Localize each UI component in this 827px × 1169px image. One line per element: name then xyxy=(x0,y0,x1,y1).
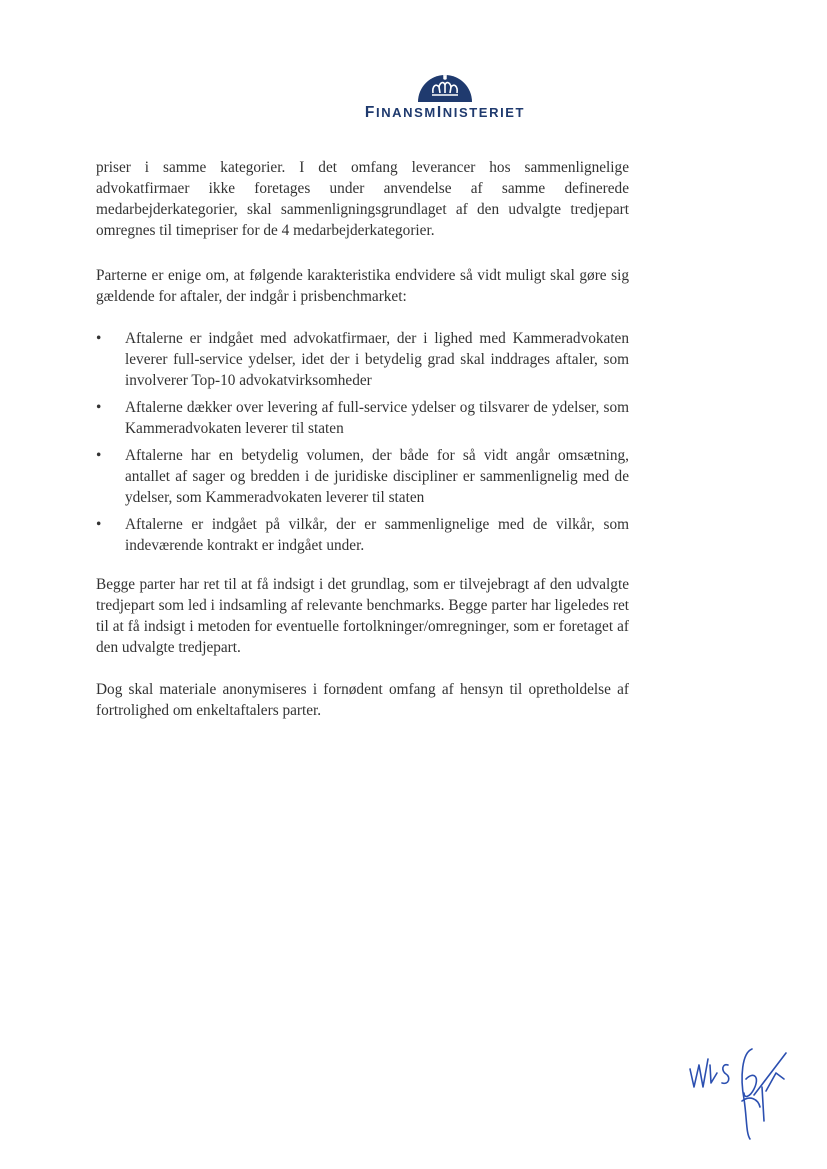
list-item xyxy=(96,397,629,439)
paragraph: Begge parter har ret til at få indsigt i det grundlag, som er tilvejebragt af den udvalgte tredjepart som led i indsamling af relevante benchmarks. Begge parter har ligeledes ret til at få indsigt i metoden for eventuelle fortolkninger/omregninger, som er foretaget af den udvalgte tredjepart. xyxy=(96,576,629,656)
paragraph: priser i samme kategorier. I det omfang leverancer hos sammenlignelige advokatfirmaer ikke foretages under anvendelse af samme definerede medarbejderkategorier, skal sammenligningsgrundlaget af den udvalgte tredjepart omregnes til timepriser for de 4 medarbejderkategorier. xyxy=(96,159,629,239)
list-item-text: Aftalerne har en betydelig volumen, der både for så vidt angår omsætning, antallet af sager og bredden i de juridiske discipliner er sammenlignelig med de ydelser, som Kammeradvokaten leverer til staten xyxy=(125,447,629,506)
list-item-text: Aftalerne er indgået på vilkår, der er sammenlignelige med de vilkår, som indeværende kontrakt er indgået under. xyxy=(125,516,629,554)
list-item xyxy=(96,445,629,508)
bullet-icon: • xyxy=(96,399,102,416)
handwritten-initials-icon xyxy=(684,1043,796,1143)
bullet-icon: • xyxy=(96,330,102,347)
bullet-list xyxy=(96,328,629,556)
document-body xyxy=(96,157,629,721)
list-item xyxy=(96,514,629,556)
list-item-text: Aftalerne er indgået med advokatfirmaer, der i lighed med Kammeradvokaten leverer full-service ydelser, idet der i betydelig grad skal inddrages aftaler, som involverer Top-10 advokatvirksomheder xyxy=(125,330,629,389)
bullet-icon: • xyxy=(96,516,102,533)
list-item-text: Aftalerne dækker over levering af full-service ydelser og tilsvarer de ydelser, som Kammeradvokaten leverer til staten xyxy=(125,399,629,437)
ministry-logo xyxy=(360,66,530,124)
list-item xyxy=(96,328,629,391)
paragraph: Parterne er enige om, at følgende karakteristika endvidere så vidt muligt skal gøre sig gældende for aftaler, der indgår i prisbenchmarket: xyxy=(96,267,629,305)
logo-wordmark: FINANSMINISTERIET xyxy=(364,104,526,121)
paragraph: Dog skal materiale anonymiseres i fornødent omfang af hensyn til opretholdelse af fortrolighed om enkeltaftalers parter. xyxy=(96,681,629,719)
bullet-icon: • xyxy=(96,447,102,464)
crown-emblem-icon xyxy=(418,66,472,102)
